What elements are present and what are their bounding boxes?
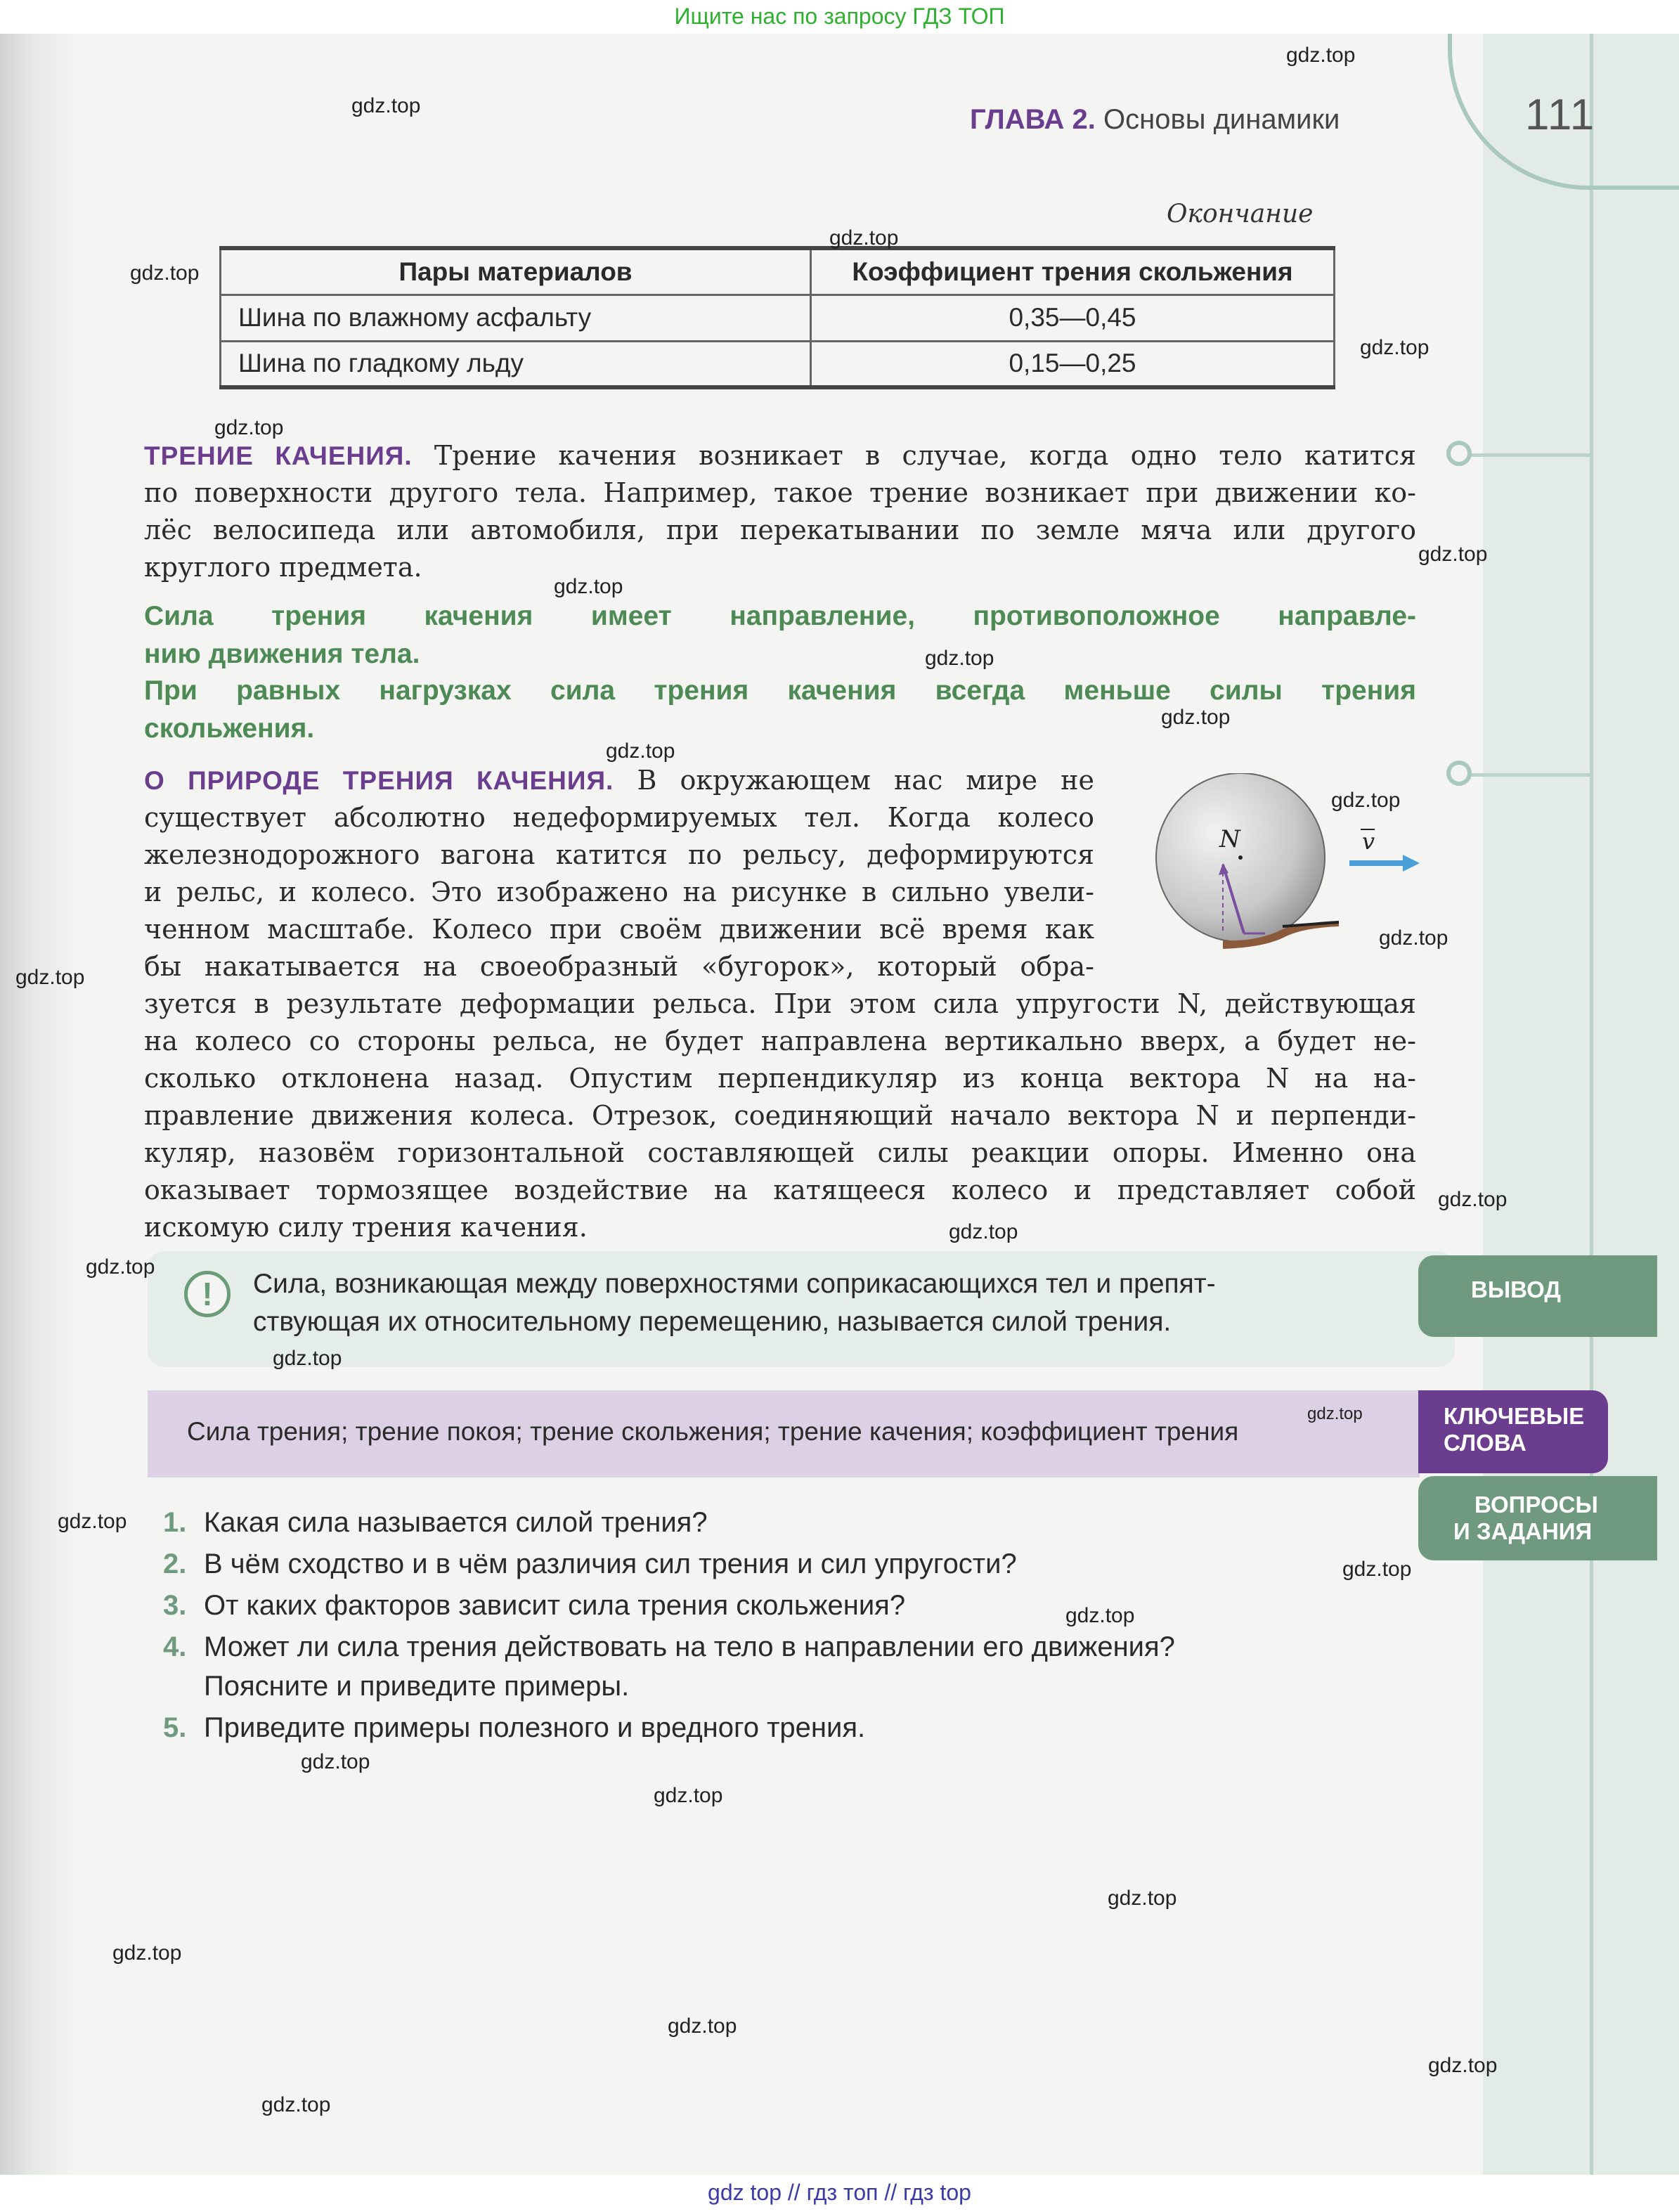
question-text: Приведите примеры полезного и вредного трения. — [204, 1712, 866, 1743]
keywords-text: Сила трения; трение покоя; трение скольжения; трение качения; коэффициент трения — [187, 1417, 1239, 1446]
watermark: gdz.top — [1286, 44, 1356, 67]
watermark: gdz.top — [1342, 1558, 1412, 1581]
conclusion-text — [253, 1265, 1406, 1341]
paragraph-line: правление движения колеса. Отрезок, соединяющий начало вектора N и перпенди- — [144, 1100, 1416, 1131]
paragraph-line: на колесо со стороны рельса, не будет направлена вертикально вверх, а будет не- — [144, 1026, 1416, 1056]
paragraph-line: оказывает тормозящее воздействие на катящееся колесо и представляет собой — [144, 1175, 1416, 1205]
table-cell: Шина по влажному асфальту — [221, 295, 811, 341]
question-text: Какая сила называется силой трения? — [204, 1507, 708, 1538]
watermark: gdz.top — [1428, 2054, 1498, 2077]
watermark: gdz.top — [58, 1510, 127, 1533]
watermark: gdz.top — [1360, 336, 1430, 359]
rule-line: При равных нагрузках сила трения качения всегда меньше силы трения — [144, 675, 1416, 706]
paragraph-line: сколько отклонена назад. Опустим перпендикуляр из конца вектора N на на- — [144, 1063, 1416, 1094]
question-item — [163, 1627, 1428, 1667]
question-text: Может ли сила трения действовать на тело в направлении его движения? — [204, 1631, 1175, 1662]
question-item — [163, 1708, 1428, 1747]
paragraph-line: железнодорожного вагона катится по рельсу, деформируются — [144, 839, 1094, 870]
exclamation-icon: ! — [184, 1271, 231, 1317]
nature-heading: О ПРИРОДЕ ТРЕНИЯ КАЧЕНИЯ. — [144, 766, 614, 795]
paragraph-line: по поверхности другого тела. Например, такое трение возникает при движении ко- — [144, 477, 1416, 508]
rolling-friction-paragraph — [144, 437, 1416, 586]
table-row — [221, 341, 1335, 387]
table-caption: Окончание — [1167, 200, 1314, 228]
watermark: gdz.top — [654, 1784, 723, 1807]
question-number: 5. — [163, 1712, 187, 1743]
paragraph-line: лёс велосипеда или автомобиля, при перекатывании по земле мяча или другого — [144, 515, 1416, 545]
tab-keywords-line: КЛЮЧЕВЫЕ — [1444, 1403, 1585, 1429]
question-item — [163, 1586, 1428, 1625]
paragraph-line: зуется в результате деформации рельса. При этом сила упругости N, действующая — [144, 988, 1416, 1019]
question-text: От каких факторов зависит сила трения скольжения? — [204, 1590, 906, 1621]
question-text: Поясните и приведите примеры. — [204, 1671, 630, 1702]
table-row — [221, 295, 1335, 341]
watermark: gdz.top — [1065, 1604, 1135, 1627]
watermark: gdz.top — [301, 1750, 370, 1773]
page-number: 111 — [1525, 91, 1596, 139]
watermark: gdz.top — [606, 739, 675, 763]
velocity-arrowhead — [1403, 855, 1420, 872]
question-item — [163, 1503, 1428, 1542]
rolling-friction-heading: ТРЕНИЕ КАЧЕНИЯ. — [144, 441, 413, 470]
nature-paragraph-top — [144, 762, 1094, 985]
paragraph-line: существует абсолютно недеформируемых тел. Когда колесо — [144, 802, 1094, 833]
paragraph-line: В окружающем нас мире не — [637, 765, 1094, 796]
paragraph-line: и рельс, и колесо. Это изображено на рисунке в сильно увели- — [144, 877, 1094, 907]
margin-band — [1483, 34, 1679, 2175]
nature-paragraph-bottom — [144, 985, 1416, 1246]
rule-line: нию движения тела. — [144, 639, 420, 669]
question-item — [163, 1667, 1428, 1706]
conclusion-line: ствующая их относительному перемещению, называется силой трения. — [253, 1307, 1172, 1337]
paragraph-line: круглого предмета. — [144, 552, 422, 583]
paragraph-line: куляр, назовём горизонтальной составляющей силы реакции опоры. Именно она — [144, 1137, 1416, 1168]
wheel-center — [1238, 855, 1243, 860]
watermark: gdz.top — [1108, 1887, 1177, 1910]
rule-line: Сила трения качения имеет направление, противоположное направле- — [144, 601, 1416, 631]
question-item — [163, 1544, 1428, 1584]
watermark: gdz.top — [829, 226, 899, 250]
margin-dot — [1446, 761, 1472, 786]
book-spine-shadow — [0, 34, 77, 2175]
watermark: gdz.top — [1307, 1404, 1363, 1423]
watermark: gdz.top — [925, 647, 994, 670]
watermark: gdz.top — [1438, 1188, 1508, 1211]
table-cell: 0,35—0,45 — [811, 295, 1335, 341]
chapter-title: Основы динамики — [1103, 104, 1340, 135]
table-cell: 0,15—0,25 — [811, 341, 1335, 387]
watermark: gdz.top — [273, 1347, 342, 1370]
margin-vertical-line — [1590, 34, 1593, 2175]
questions-list — [163, 1503, 1428, 1747]
paragraph-line: бы накатывается на своеобразный «бугорок», который обра- — [144, 951, 1094, 982]
paragraph-line: ченном масштабе. Колесо при своём движении всё время как — [144, 914, 1094, 945]
watermark: gdz.top — [668, 2014, 737, 2038]
tab-questions — [1418, 1476, 1657, 1560]
label-v: v — [1362, 828, 1375, 855]
tab-keywords — [1418, 1390, 1608, 1473]
watermark: gdz.top — [112, 1941, 182, 1965]
paragraph-line: искомую силу трения качения. — [144, 1212, 588, 1243]
watermark: gdz.top — [130, 261, 200, 285]
watermark: gdz.top — [86, 1255, 155, 1279]
bottom-banner[interactable]: gdz top // гдз топ // гдз top — [0, 2175, 1679, 2212]
question-text: В чём сходство и в чём различия сил трения и сил упругости? — [204, 1548, 1017, 1579]
tab-questions-line: ЗАДАНИЯ — [1476, 1518, 1593, 1544]
watermark: gdz.top — [214, 416, 284, 439]
watermark: gdz.top — [554, 575, 623, 598]
question-number: 3. — [163, 1590, 187, 1621]
watermark: gdz.top — [1418, 543, 1488, 566]
friction-table — [219, 246, 1335, 389]
margin-dot — [1446, 441, 1472, 466]
top-banner[interactable]: Ищите нас по запросу ГДЗ ТОП — [0, 0, 1679, 34]
question-number: 2. — [163, 1548, 187, 1579]
tab-questions-and: И — [1453, 1518, 1470, 1544]
tab-questions-line: ВОПРОСЫ — [1474, 1492, 1598, 1518]
paragraph-line: Трение качения возникает в случае, когда одно тело катится — [434, 440, 1416, 471]
tab-conclusion: ВЫВОД — [1418, 1255, 1657, 1337]
margin-connector-line — [1469, 773, 1593, 777]
watermark: gdz.top — [949, 1220, 1018, 1243]
rule-direction — [144, 597, 1416, 673]
watermark: gdz.top — [1379, 926, 1448, 950]
watermark: gdz.top — [15, 966, 85, 989]
table-header-cell: Пары материалов — [221, 248, 811, 295]
margin-connector-line — [1469, 453, 1593, 457]
tab-keywords-line: СЛОВА — [1444, 1430, 1526, 1456]
watermark: gdz.top — [1331, 789, 1401, 812]
question-number: 1. — [163, 1507, 187, 1538]
table-header-cell: Коэффициент трения скольжения — [811, 248, 1335, 295]
watermark: gdz.top — [261, 2093, 331, 2116]
chapter-header — [970, 104, 1340, 136]
watermark: gdz.top — [1161, 706, 1231, 729]
chapter-label: ГЛАВА 2. — [970, 104, 1096, 135]
question-number: 4. — [163, 1631, 187, 1662]
table-cell: Шина по гладкому льду — [221, 341, 811, 387]
watermark: gdz.top — [351, 94, 421, 117]
label-n: N — [1219, 825, 1240, 853]
table-header-row — [221, 248, 1335, 295]
conclusion-line: Сила, возникающая между поверхностями соприкасающихся тел и препят- — [253, 1269, 1216, 1299]
rule-line: скольжения. — [144, 713, 315, 744]
